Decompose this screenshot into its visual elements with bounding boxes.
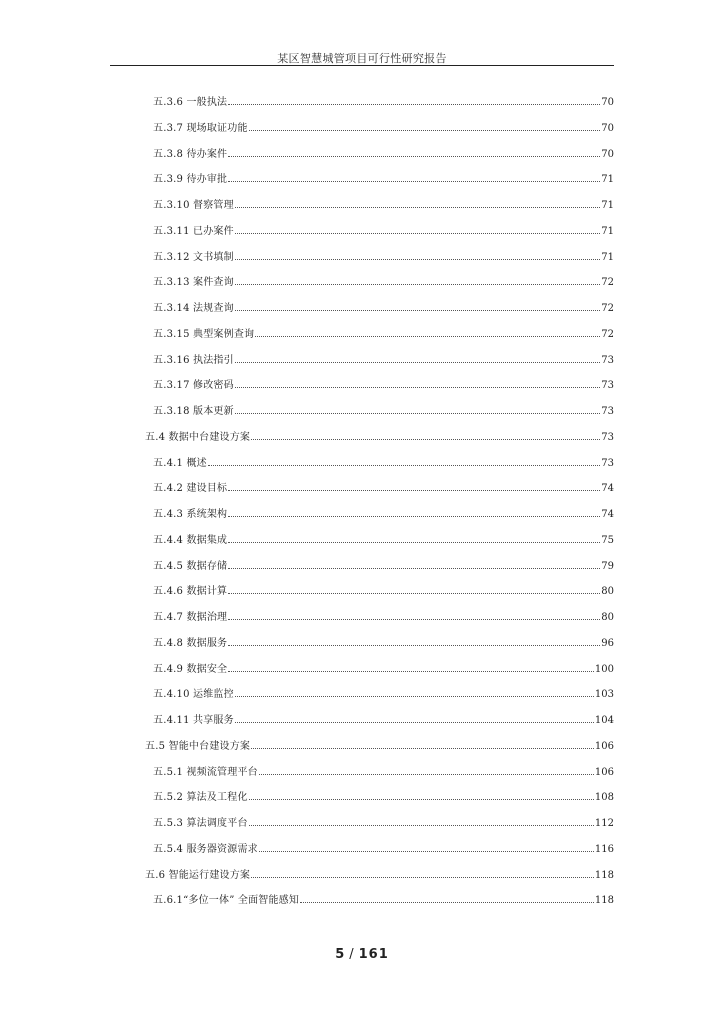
toc-subsection-entry[interactable] [153,688,614,702]
toc-entry-page: 71 [601,174,614,185]
toc-entry-label: 五.3.13 案件查询 [153,277,234,288]
toc-entry-label: 五.5.4 服务器资源需求 [153,844,258,855]
toc-subsection-entry[interactable] [153,714,614,728]
toc-entry-label: 五.4.2 建设目标 [153,483,228,494]
toc-entry-label: 五.3.16 执法指引 [153,355,234,366]
toc-entry-label: 五.3.14 法规查询 [153,303,234,314]
toc-leader-dots [249,130,601,131]
toc-subsection-entry[interactable] [153,379,614,393]
toc-leader-dots [259,851,594,852]
toc-leader-dots [249,799,594,800]
toc-leader-dots [300,902,594,903]
toc-entry-label: 五.5.2 算法及工程化 [153,792,248,803]
toc-entry-page: 73 [601,380,614,391]
toc-entry-page: 103 [594,689,614,700]
toc-entry-label: 五.4.4 数据集成 [153,535,228,546]
toc-entry-page: 80 [601,586,614,597]
toc-leader-dots [228,181,600,182]
toc-leader-dots [235,233,600,234]
toc-subsection-entry[interactable] [153,96,614,110]
toc-entry-label: 五.5.1 视频流管理平台 [153,767,258,778]
toc-entry-label: 五.4.10 运维监控 [153,689,234,700]
toc-entry-label: 五.4.1 概述 [153,458,207,469]
toc-entry-label: 五.3.6 一般执法 [153,97,228,108]
toc-leader-dots [235,696,594,697]
toc-leader-dots [249,825,594,826]
toc-leader-dots [255,336,600,337]
toc-entry-label: 五.5.3 算法调度平台 [153,818,248,829]
toc-entry-label: 五.3.15 典型案例查询 [153,329,255,340]
toc-leader-dots [235,722,594,723]
toc-entry-page: 71 [601,252,614,263]
toc-entry-page: 106 [594,767,614,778]
toc-entry-page: 74 [601,509,614,520]
toc-entry-page: 73 [601,432,614,443]
toc-subsection-entry[interactable] [153,354,614,368]
page-number-separator: / [349,947,355,962]
toc-entry-page: 70 [601,97,614,108]
toc-subsection-entry[interactable] [153,328,614,342]
toc-subsection-entry[interactable] [153,611,614,625]
toc-entry-page: 73 [601,406,614,417]
toc-entry-label: 五.4.9 数据安全 [153,664,228,675]
toc-leader-dots [228,671,594,672]
toc-entry-page: 71 [601,226,614,237]
toc-leader-dots [228,593,600,594]
toc-entry-page: 100 [594,664,614,675]
toc-subsection-entry[interactable] [153,843,614,857]
toc-leader-dots [235,387,600,388]
toc-entry-page: 74 [601,483,614,494]
toc-subsection-entry[interactable] [153,122,614,136]
toc-entry-page: 79 [601,561,614,572]
toc-leader-dots [228,542,600,543]
toc-entry-page: 106 [594,741,614,752]
toc-entry-page: 112 [594,818,614,829]
toc-subsection-entry[interactable] [153,405,614,419]
toc-leader-dots [228,645,600,646]
toc-entry-page: 71 [601,200,614,211]
toc-subsection-entry[interactable] [153,766,614,780]
toc-leader-dots [251,877,594,878]
toc-entry-label: 五.4.6 数据计算 [153,586,228,597]
toc-subsection-entry[interactable] [153,482,614,496]
page-number [0,947,724,962]
toc-subsection-entry[interactable] [153,276,614,290]
toc-entry-page: 72 [601,303,614,314]
page-header-title: 某区智慧城管项目可行性研究报告 [277,52,447,65]
toc-subsection-entry[interactable] [153,637,614,651]
toc-entry-page: 80 [601,612,614,623]
toc-entry-page: 104 [594,715,614,726]
toc-entry-label: 五.5 智能中台建设方案 [145,741,251,752]
toc-entry-label: 五.3.10 督察管理 [153,200,234,211]
toc-leader-dots [228,104,600,105]
toc-leader-dots [228,490,600,491]
toc-subsection-entry[interactable] [153,251,614,265]
toc-section-entry[interactable] [145,740,614,754]
toc-entry-label: 五.3.12 文书填制 [153,252,234,263]
toc-entry-page: 75 [601,535,614,546]
toc-subsection-entry[interactable] [153,302,614,316]
toc-subsection-entry[interactable] [153,791,614,805]
toc-entry-label: 五.4 数据中台建设方案 [145,432,251,443]
toc-subsection-entry[interactable] [153,894,614,908]
toc-entry-label: 五.4.11 共享服务 [153,715,234,726]
toc-entry-page: 118 [594,895,614,906]
toc-entry-label: 五.4.5 数据存储 [153,561,228,572]
toc-entry-label: 五.4.7 数据治理 [153,612,228,623]
toc-leader-dots [235,284,600,285]
toc-leader-dots [235,310,600,311]
toc-entry-label: 五.4.3 系统架构 [153,509,228,520]
toc-entry-label: 五.6 智能运行建设方案 [145,870,251,881]
toc-subsection-entry[interactable] [153,173,614,187]
toc-entry-label: 五.6.1“多位一体” 全面智能感知 [153,895,300,906]
toc-subsection-entry[interactable] [153,457,614,471]
toc-leader-dots [228,619,600,620]
toc-leader-dots [208,465,600,466]
toc-leader-dots [235,362,600,363]
toc-leader-dots [228,568,600,569]
toc-leader-dots [235,413,600,414]
toc-subsection-entry[interactable] [153,817,614,831]
toc-leader-dots [251,439,600,440]
toc-subsection-entry[interactable] [153,148,614,162]
current-page-number: 5 [335,947,346,962]
toc-entry-page: 72 [601,277,614,288]
toc-entry-label: 五.3.11 已办案件 [153,226,234,237]
toc-subsection-entry[interactable] [153,560,614,574]
toc-subsection-entry[interactable] [153,508,614,522]
toc-subsection-entry[interactable] [153,663,614,677]
toc-subsection-entry[interactable] [153,585,614,599]
toc-entry-page: 108 [594,792,614,803]
toc-entry-label: 五.3.7 现场取证功能 [153,123,248,134]
toc-entry-page: 73 [601,355,614,366]
toc-subsection-entry[interactable] [153,534,614,548]
toc-entry-label: 五.3.9 待办审批 [153,174,228,185]
toc-leader-dots [235,207,600,208]
toc-leader-dots [228,516,600,517]
toc-leader-dots [251,748,594,749]
toc-leader-dots [259,774,594,775]
toc-leader-dots [228,156,600,157]
toc-entry-label: 五.3.8 待办案件 [153,149,228,160]
toc-subsection-entry[interactable] [153,199,614,213]
toc-entry-page: 116 [594,844,614,855]
toc-entry-page: 70 [601,149,614,160]
toc-subsection-entry[interactable] [153,225,614,239]
toc-section-entry[interactable] [145,869,614,883]
toc-leader-dots [235,259,600,260]
toc-entry-page: 96 [601,638,614,649]
toc-section-entry[interactable] [145,431,614,445]
toc-entry-page: 70 [601,123,614,134]
toc-entry-page: 72 [601,329,614,340]
toc-entry-page: 73 [601,458,614,469]
toc-entry-label: 五.4.8 数据服务 [153,638,228,649]
toc-entry-label: 五.3.17 修改密码 [153,380,234,391]
toc-entry-label: 五.3.18 版本更新 [153,406,234,417]
toc-entry-page: 118 [594,870,614,881]
total-pages: 161 [358,947,389,962]
